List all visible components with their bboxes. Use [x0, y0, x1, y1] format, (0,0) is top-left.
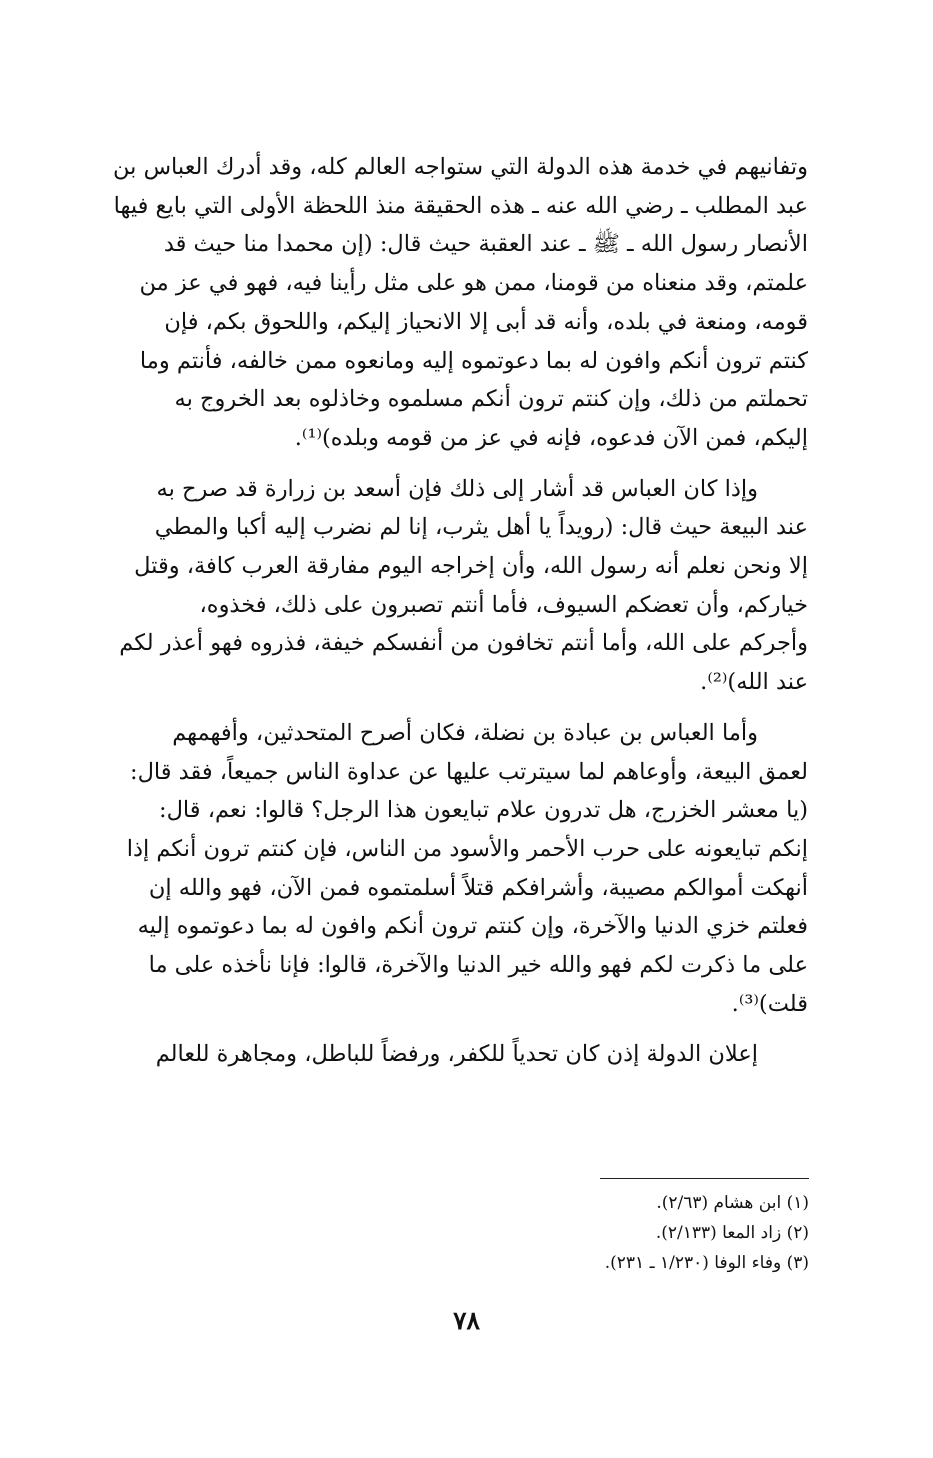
text-line: إليكم، فمن الآن فدعوه، فإنه في عز من قومه وبلده)⁽¹⁾.	[294, 424, 808, 451]
text-line: الأنصار رسول الله ـ ﷺ ـ عند العقبة حيث قال: (إن محمدا منا حيث قد	[163, 231, 808, 258]
text-line: وتفانيهم في خدمة هذه الدولة التي ستواجه العالم كله، وقد أدرك العباس بن	[113, 154, 808, 180]
page-number: ٧٨	[453, 1306, 480, 1335]
text-line: عند الله)⁽²⁾.	[700, 669, 808, 696]
footnote-1: (١) ابن هشام (٢/٦٣).	[656, 1193, 809, 1213]
footnote-2: (٢) زاد المعا (٢/١٣٣).	[655, 1223, 809, 1243]
text-line: (يا معشر الخزرج، هل تدرون علام تبايعون هذا الرجل؟ قالوا: نعم، قال:	[159, 797, 808, 824]
text-line: خياركم، وأن تعضكم السيوف، فأما أنتم تصبرون على ذلك، فخذوه،	[199, 591, 808, 618]
footnotes	[400, 1188, 809, 1278]
text-line: عند البيعة حيث قال: (رويداً يا أهل يثرب، إنا لم نضرب إليه أكبا والمطي	[154, 514, 808, 541]
text-line: كنتم ترون أنكم وافون له بما دعوتموه إليه ومانعوه ممن خالفه، فأنتم وما	[139, 347, 808, 374]
paragraph-3	[118, 714, 808, 1024]
text-line: أنهكت أموالكم مصيبة، وأشرافكم قتلاً أسلمتموه فمن الآن، فهو والله إن	[148, 874, 808, 901]
text-line: قلت)⁽³⁾.	[731, 990, 808, 1017]
paragraph-1	[113, 148, 808, 458]
text-line: وإذا كان العباس قد أشار إلى ذلك فإن أسعد بن زرارة قد صرح به	[156, 475, 758, 502]
text-line: تحملتم من ذلك، وإن كنتم ترون أنكم مسلموه وخاذلوه بعد الخروج به	[174, 386, 808, 413]
text-line: وأما العباس بن عبادة بن نضلة، فكان أصرح المتحدثين، وأفهمهم	[172, 719, 758, 746]
text-line: إلا ونحن نعلم أنه رسول الله، وأن إخراجه اليوم مفارقة العرب كافة، وقتل	[134, 553, 808, 580]
footnote-divider	[600, 1178, 809, 1179]
text-line: علمتم، وقد منعناه من قومنا، ممن هو على مثل رأينا فيه، فهو في عز من	[139, 270, 808, 297]
body-text	[113, 148, 808, 1086]
text-line: إنكم تبايعونه على حرب الأحمر والأسود من الناس، فإن كنتم ترون أنكم إذا	[126, 835, 808, 862]
paragraph-4	[118, 1035, 808, 1074]
paragraph-2	[118, 470, 808, 702]
text-line: عبد المطلب ـ رضي الله عنه ـ هذه الحقيقة منذ اللحظة الأولى التي بايع فيها	[113, 192, 808, 219]
text-line: فعلتم خزي الدنيا والآخرة، وإن كنتم ترون أنكم وافون له بما دعوتموه إليه	[137, 913, 808, 940]
text-line: إعلان الدولة إذن كان تحدياً للكفر، ورفضاً للباطل، ومجاهرة للعالم	[155, 1041, 758, 1068]
text-line: وأجركم على الله، وأما أنتم تخافون من أنفسكم خيفة، فذروه فهو أعذر لكم	[119, 630, 808, 657]
text-line: لعمق البيعة، وأوعاهم لما سيترتب عليها عن عداوة الناس جميعاً، فقد قال:	[129, 758, 808, 785]
footnote-3: (٣) وفاء الوفا (١/٢٣٠ ـ ٢٣١).	[604, 1253, 809, 1273]
text-line: قومه، ومنعة في بلده، وأنه قد أبى إلا الانحياز إليكم، واللحوق بكم، فإن	[164, 308, 808, 335]
text-line: على ما ذكرت لكم فهو والله خير الدنيا والآخرة، قالوا: فإنا نأخذه على ما	[148, 952, 808, 979]
